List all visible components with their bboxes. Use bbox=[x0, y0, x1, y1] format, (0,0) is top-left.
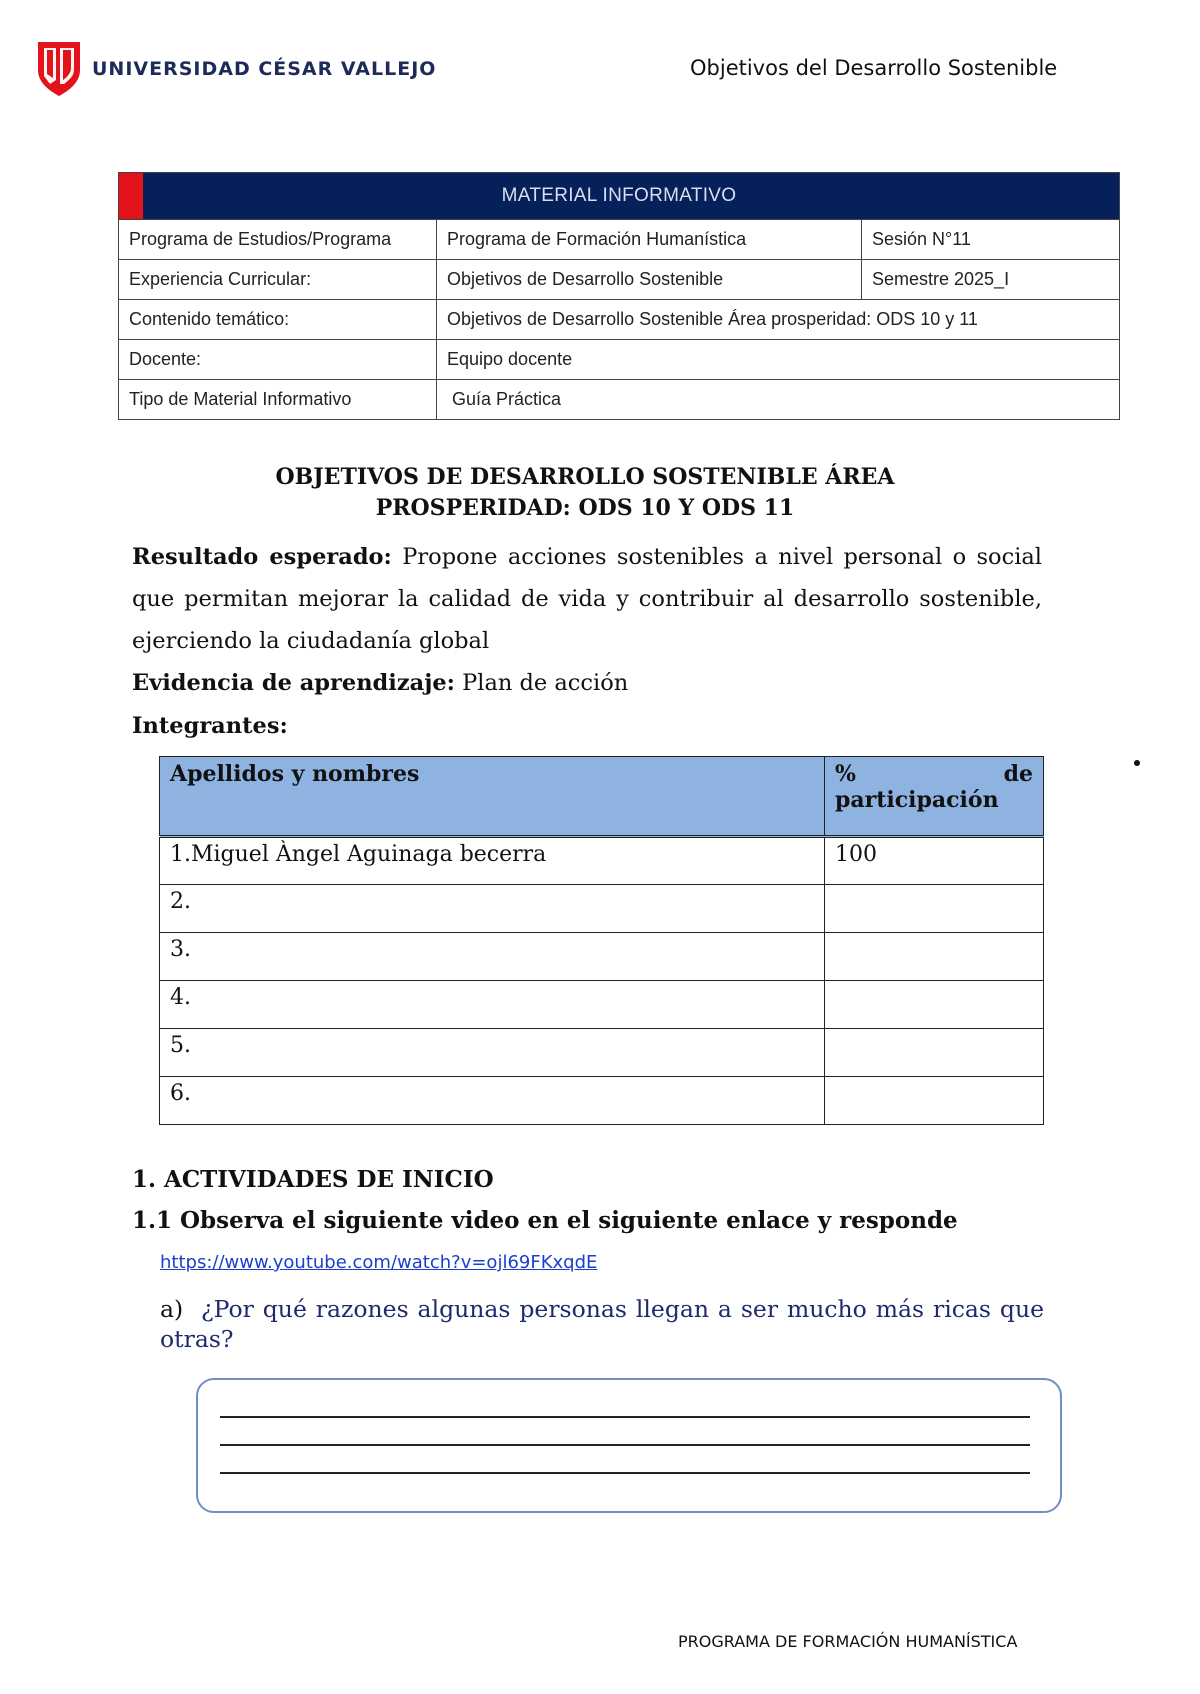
table-row bbox=[160, 933, 1044, 981]
info-row-content bbox=[119, 300, 1120, 340]
red-tab bbox=[119, 173, 143, 219]
bullet-dot bbox=[1134, 760, 1140, 766]
member-pct[interactable] bbox=[825, 885, 1044, 933]
member-name[interactable]: 2. bbox=[160, 885, 825, 933]
question-a bbox=[160, 1294, 1044, 1354]
members-col-pct-symbol: % bbox=[835, 761, 856, 787]
learning-evidence-text: Plan de acción bbox=[454, 670, 629, 696]
members-table bbox=[159, 756, 1044, 1125]
answer-line bbox=[220, 1472, 1030, 1474]
member-name[interactable]: 4. bbox=[160, 981, 825, 1029]
learning-evidence bbox=[132, 670, 628, 696]
info-label: Experiencia Curricular: bbox=[119, 260, 437, 300]
answer-box[interactable] bbox=[196, 1378, 1062, 1513]
shield-icon bbox=[38, 42, 80, 96]
member-pct[interactable] bbox=[825, 981, 1044, 1029]
member-name[interactable]: 1.Miguel Àngel Aguinaga becerra bbox=[160, 837, 825, 885]
members-label: Integrantes: bbox=[132, 713, 288, 739]
info-value: Guía Práctica bbox=[437, 380, 1120, 420]
member-pct[interactable]: 100 bbox=[825, 837, 1044, 885]
question-letter: a) bbox=[160, 1295, 184, 1323]
member-pct[interactable] bbox=[825, 1029, 1044, 1077]
expected-result-label: Resultado esperado: bbox=[132, 544, 392, 570]
info-label: Programa de Estudios/Programa bbox=[119, 220, 437, 260]
document-header-title: Objetivos del Desarrollo Sostenible bbox=[690, 56, 1058, 80]
info-value: Objetivos de Desarrollo Sostenible Área prosperidad: ODS 10 y 11 bbox=[437, 300, 1120, 340]
table-row bbox=[160, 837, 1044, 885]
info-row-teacher bbox=[119, 340, 1120, 380]
expected-result bbox=[132, 536, 1042, 662]
table-row bbox=[160, 885, 1044, 933]
members-col-name: Apellidos y nombres bbox=[160, 757, 825, 837]
info-value: Programa de Formación Humanística bbox=[437, 220, 862, 260]
info-value: Equipo docente bbox=[437, 340, 1120, 380]
members-col-pct-de: de bbox=[1003, 761, 1033, 787]
member-pct[interactable] bbox=[825, 933, 1044, 981]
question-text: ¿Por qué razones algunas personas llegan a ser mucho más ricas que otras? bbox=[160, 1295, 1044, 1353]
university-logo bbox=[36, 40, 437, 96]
info-row-material-type bbox=[119, 380, 1120, 420]
info-label: Docente: bbox=[119, 340, 437, 380]
table-row bbox=[160, 1077, 1044, 1125]
info-value: Objetivos de Desarrollo Sostenible bbox=[437, 260, 862, 300]
member-pct[interactable] bbox=[825, 1077, 1044, 1125]
member-name[interactable]: 3. bbox=[160, 933, 825, 981]
answer-line bbox=[220, 1444, 1030, 1446]
video-link[interactable]: https://www.youtube.com/watch?v=ojl69FKxqdE bbox=[160, 1252, 598, 1273]
activities-heading: 1. ACTIVIDADES DE INICIO bbox=[132, 1166, 494, 1193]
members-header-row bbox=[160, 757, 1044, 837]
activities-subheading: 1.1 Observa el siguiente video en el siguiente enlace y responde bbox=[132, 1207, 958, 1234]
table-row bbox=[160, 1029, 1044, 1077]
learning-evidence-label: Evidencia de aprendizaje: bbox=[132, 670, 455, 696]
member-name[interactable]: 6. bbox=[160, 1077, 825, 1125]
info-extra: Semestre 2025_I bbox=[862, 260, 1120, 300]
members-col-pct-word: participación bbox=[835, 787, 999, 813]
table-row bbox=[160, 981, 1044, 1029]
info-label: Tipo de Material Informativo bbox=[119, 380, 437, 420]
members-col-pct bbox=[825, 757, 1044, 837]
info-label: Contenido temático: bbox=[119, 300, 437, 340]
answer-line bbox=[220, 1416, 1030, 1418]
university-logo-text: UNIVERSIDAD CÉSAR VALLEJO bbox=[92, 58, 437, 80]
info-row-course bbox=[119, 260, 1120, 300]
info-table bbox=[118, 172, 1120, 420]
info-extra: Sesión N°11 bbox=[862, 220, 1120, 260]
info-row-program bbox=[119, 220, 1120, 260]
document-title-line1: OBJETIVOS DE DESARROLLO SOSTENIBLE ÁREA bbox=[275, 464, 895, 490]
member-name[interactable]: 5. bbox=[160, 1029, 825, 1077]
info-banner bbox=[119, 173, 1120, 220]
expected-result-text: Propone acciones sostenibles a nivel personal o social que permitan mejorar la calidad de vida y contribuir al desarrollo sostenible, ejerciendo la ciudadanía global bbox=[132, 544, 1043, 654]
page-footer: PROGRAMA DE FORMACIÓN HUMANÍSTICA bbox=[678, 1632, 1018, 1651]
info-banner-label: MATERIAL INFORMATIVO bbox=[501, 185, 737, 206]
document-title-line2: PROSPERIDAD: ODS 10 Y ODS 11 bbox=[375, 495, 795, 521]
